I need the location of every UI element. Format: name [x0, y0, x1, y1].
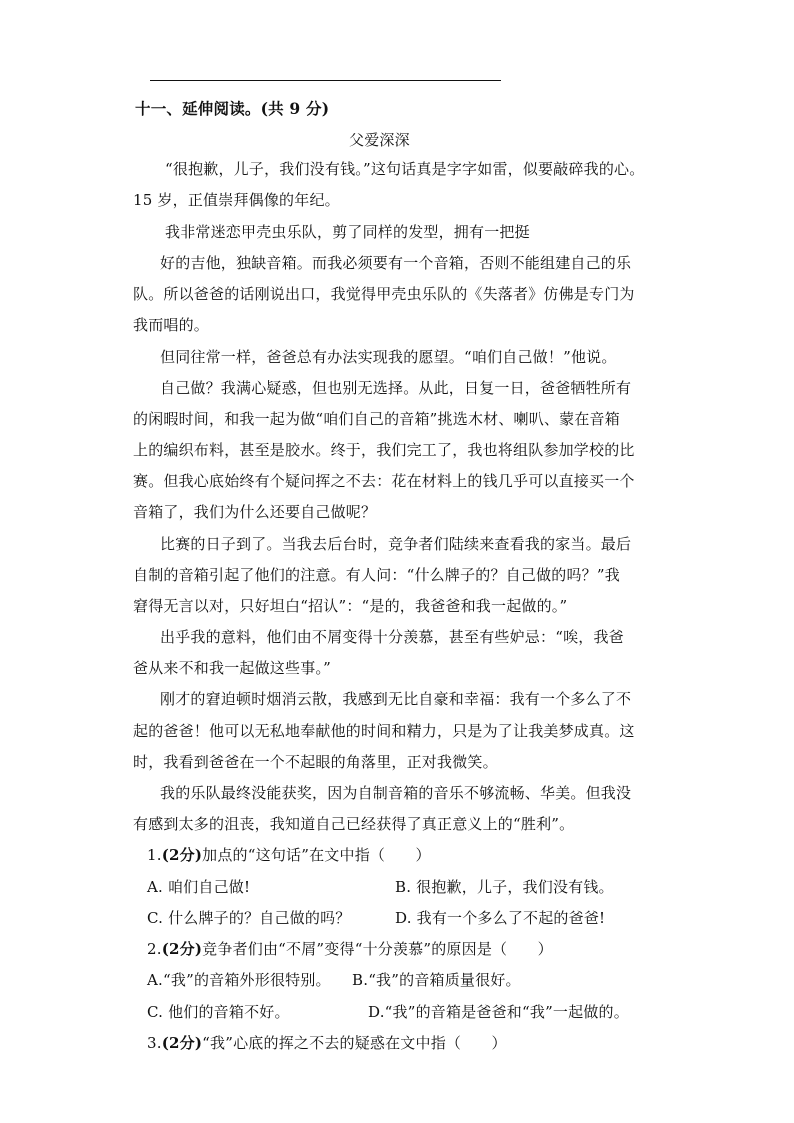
passage-line: 好的吉他，独缺音箱。而我必须要有一个音箱，否则不能组建自己的乐 — [160, 254, 632, 272]
option-b[interactable]: B. 很抱歉，儿子，我们没有钱。 — [395, 878, 614, 896]
passage-line: 比赛的日子到了。当我去后台时，竞争者们陆续来查看我的家当。最后 — [160, 535, 632, 553]
question-3 — [147, 1033, 507, 1053]
passage-line: 15 岁，正值崇拜偶像的年纪。 — [133, 191, 340, 209]
passage-line: “很抱歉，儿子，我们没有钱。”这句话真是字字如雷，似要敲碎我的心。 — [165, 160, 645, 178]
question-stem: 加点的“这句话”在文中指（ ） — [202, 846, 431, 864]
passage-title: 父爱深深 — [349, 131, 410, 149]
question-points: (2分) — [161, 940, 203, 958]
passage-line: 爸从来不和我一起做这些事。” — [133, 659, 331, 677]
passage-line: 队。所以爸爸的话刚说出口，我觉得甲壳虫乐队的《失落者》仿佛是专门为 — [133, 285, 635, 303]
passage-line: 但同往常一样，爸爸总有办法实现我的愿望。“咱们自己做！”他说。 — [160, 348, 617, 366]
question-points: (2分) — [161, 846, 203, 864]
passage-line: 出乎我的意料，他们由不屑变得十分羡慕，甚至有些妒忌：“唉，我爸 — [160, 628, 624, 646]
question-2 — [147, 939, 553, 959]
option-d[interactable]: D. 我有一个多么了不起的爸爸! — [395, 909, 606, 927]
passage-line: 我非常迷恋甲壳虫乐队，剪了同样的发型，拥有一把挺 — [165, 223, 530, 241]
question-stem: 竞争者们由“不屑”变得“十分羡慕”的原因是（ ） — [202, 940, 553, 958]
passage-line: 我而唱的。 — [133, 316, 210, 334]
passage-line: 窘得无言以对，只好坦白“招认”：“是的，我爸爸和我一起做的。” — [133, 597, 568, 615]
passage-line: 上的编织布料，甚至是胶水。终于，我们完工了，我也将组队参加学校的比 — [133, 441, 635, 459]
top-rule — [150, 80, 501, 81]
passage-line: 时，我看到爸爸在一个不起眼的角落里，正对我微笑。 — [133, 753, 498, 771]
passage-line: 自己做？我满心疑惑，但也别无选择。从此，日复一日，爸爸牺牲所有 — [160, 379, 632, 397]
question-number: 3. — [147, 1034, 162, 1052]
passage-line: 刚才的窘迫顿时烟消云散，我感到无比自豪和幸福：我有一个多么了不 — [160, 690, 632, 708]
question-points: (2分) — [161, 1034, 203, 1052]
option-d[interactable]: D.“我”的音箱是爸爸和“我”一起做的。 — [368, 1003, 629, 1021]
question-stem: “我”心底的挥之不去的疑惑在文中指（ ） — [202, 1034, 507, 1052]
passage-line: 的闲暇时间，和我一起为做“咱们自己的音箱”挑选木材、喇叭、蒙在音箱 — [133, 410, 620, 428]
passage-line: 有感到太多的沮丧，我知道自己已经获得了真正意义上的“胜利”。 — [133, 815, 575, 833]
option-a[interactable]: A.“我”的音箱外形很特别。 — [147, 971, 331, 989]
option-c[interactable]: C. 他们的音箱不好。 — [147, 1003, 290, 1021]
passage-line: 起的爸爸！他可以无私地奉献他的时间和精力，只是为了让我美梦成真。这 — [133, 722, 635, 740]
question-number: 1. — [147, 846, 162, 864]
option-b[interactable]: B.“我”的音箱质量很好。 — [352, 971, 521, 989]
question-number: 2. — [147, 940, 162, 958]
option-c[interactable]: C. 什么牌子的？自己做的吗？ — [147, 909, 351, 927]
section-heading: 十一、延伸阅读。(共 9 分) — [135, 99, 330, 118]
passage-line: 我的乐队最终没能获奖，因为自制音箱的音乐不够流畅、华美。但我没 — [160, 784, 632, 802]
passage-line: 音箱了，我们为什么还要自己做呢？ — [133, 503, 377, 521]
question-1 — [147, 845, 431, 865]
passage-line: 赛。但我心底始终有个疑问挥之不去：花在材料上的钱几乎可以直接买一个 — [133, 472, 635, 490]
passage-line: 自制的音箱引起了他们的注意。有人问：“什么牌子的？自己做的吗？”我 — [133, 566, 620, 584]
option-a[interactable]: A. 咱们自己做! — [147, 878, 251, 896]
